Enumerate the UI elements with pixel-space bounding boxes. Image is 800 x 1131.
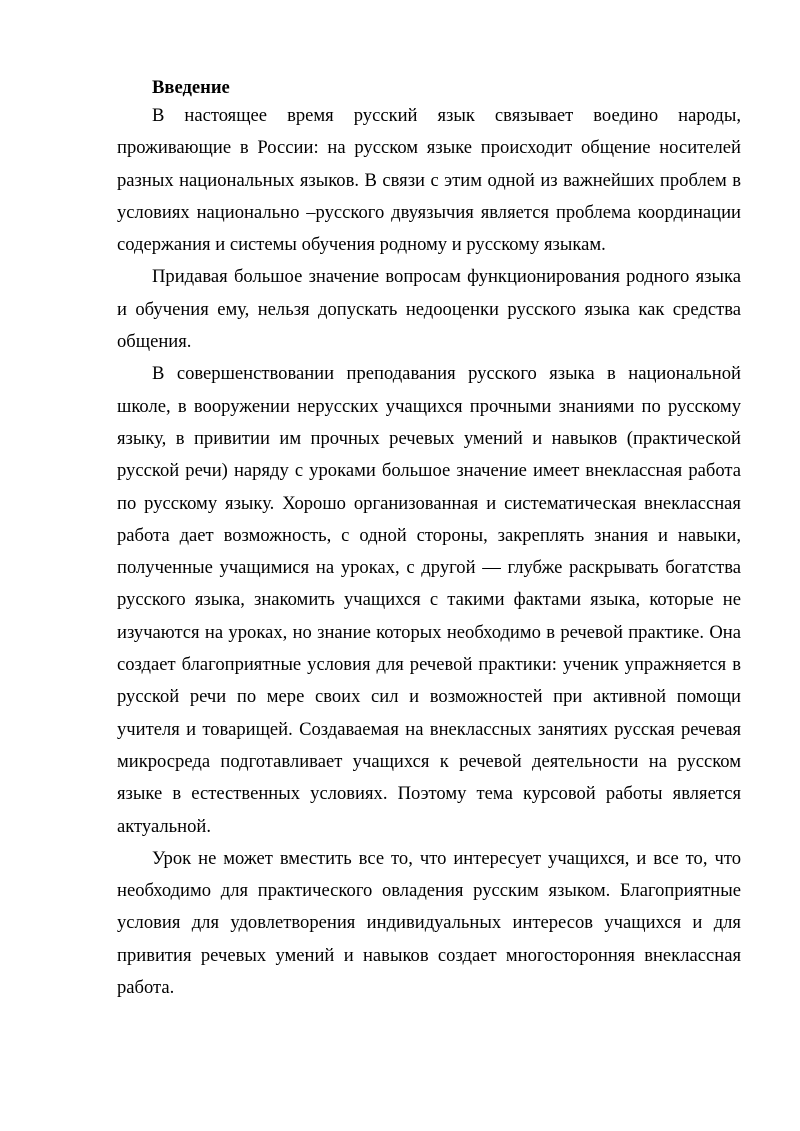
paragraph-2: Придавая большое значение вопросам функционирования родного языка и обучения ему, нельзя допускать недооценки русского языка как средства общения.: [117, 266, 741, 353]
document-page: [117, 76, 741, 1004]
paragraph-1: В настоящее время русский язык связывает воедино народы, проживающие в России: на русском языке происходит общение носителей разных национальных языков. В связи с этим одной из важнейших проблем в условиях национально –русского двуязычия является проблема координации содержания и системы обучения родному и русскому языкам.: [117, 105, 741, 256]
paragraph-3: В совершенствовании преподавания русского языка в национальной школе, в вооружении нерусских учащихся прочными знаниями по русскому языку, в привитии им прочных речевых умений и навыков (практической русской речи) наряду с уроками большое значение имеет внеклассная работа по русскому языку. Хорошо организованная и систематическая внеклассная работа дает возможность, с одной стороны, закреплять знания и навыки, полученные учащимися на уроках, с другой — глубже раскрывать богатства русского языка, знакомить учащихся с такими фактами языка, которые не изучаются на уроках, но знание которых необходимо в речевой практике. Она создает благоприятные условия для речевой практики: ученик упражняется в русской речи по мере своих сил и возможностей при активной помощи учителя и товарищей. Создаваемая на внеклассных занятиях русская речевая микросреда подготавливает учащихся к речевой деятельности на русском языке в естественных условиях. Поэтому тема курсовой работы является актуальной.: [117, 363, 741, 837]
section-heading: Введение: [152, 77, 230, 98]
paragraph-4: Урок не может вместить все то, что интересует учащихся, и все то, что необходимо для практического овладения русским языком. Благоприятные условия для удовлетворения индивидуальных интересов учащихся и для привития речевых умений и навыков создает многосторонняя внеклассная работа.: [117, 847, 741, 999]
